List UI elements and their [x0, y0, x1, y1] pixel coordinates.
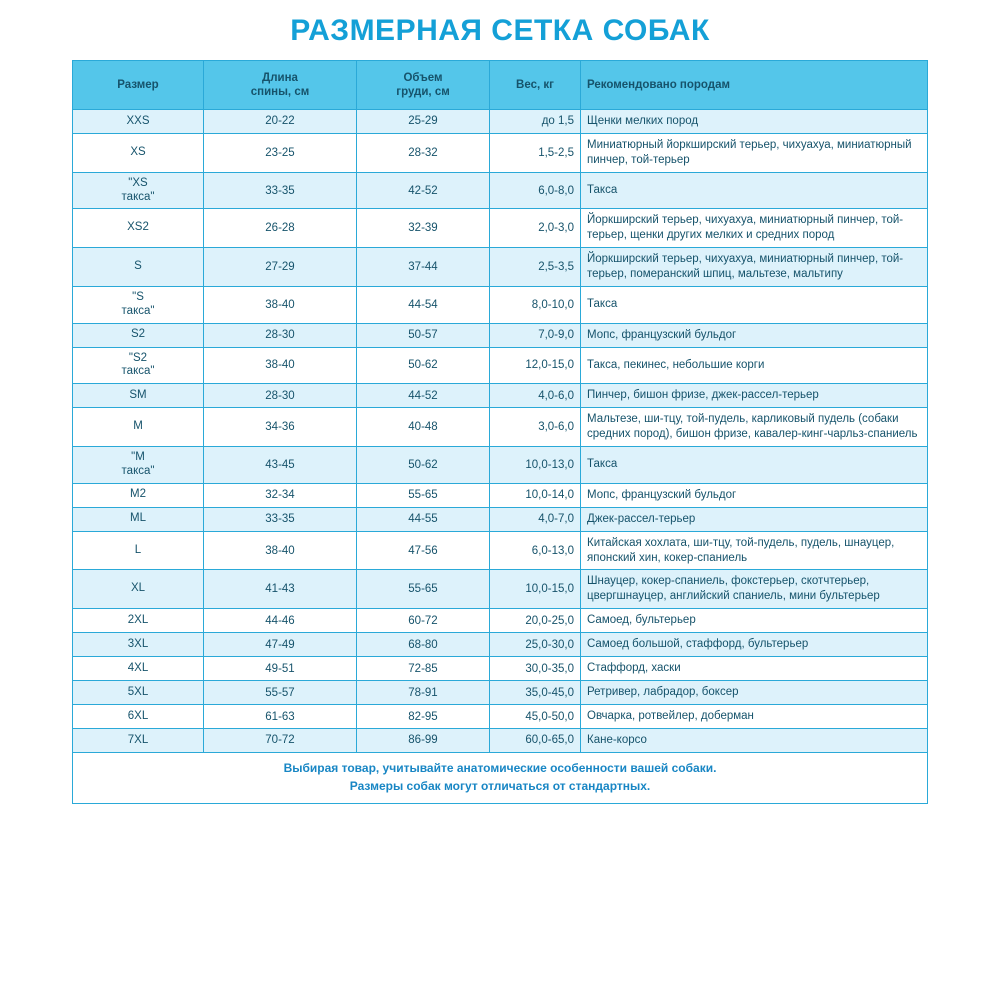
table-row	[73, 507, 928, 531]
cell-size: 3XL	[73, 633, 204, 657]
cell-size: S	[73, 248, 204, 287]
cell-size	[73, 287, 204, 324]
cell-weight: 60,0-65,0	[490, 729, 581, 753]
cell-weight: 7,0-9,0	[490, 323, 581, 347]
cell-breeds: Миниатюрный йоркширский терьер, чихуахуа, миниатюрный пинчер, той-терьер	[581, 133, 928, 172]
cell-size	[73, 447, 204, 484]
cell-size-line1: "S	[132, 291, 144, 304]
cell-weight: 8,0-10,0	[490, 287, 581, 324]
cell-breeds: Китайская хохлата, ши-тцу, той-пудель, пудель, шнауцер, японский хин, кокер-спаниель	[581, 531, 928, 570]
table-row	[73, 287, 928, 324]
cell-breeds: Мальтезе, ши-тцу, той-пудель, карликовый пудель (собаки средних пород), бишон фризе, кавалер-кинг-чарльз-спаниель	[581, 408, 928, 447]
cell-size	[73, 172, 204, 209]
table-container	[0, 60, 1000, 804]
cell-back-length: 28-30	[204, 384, 357, 408]
table-row	[73, 729, 928, 753]
cell-back-length: 28-30	[204, 323, 357, 347]
cell-size-line1: "S2	[128, 351, 148, 364]
cell-breeds: Такса	[581, 447, 928, 484]
cell-weight: 6,0-8,0	[490, 172, 581, 209]
cell-breeds: Мопс, французский бульдог	[581, 323, 928, 347]
cell-weight: 10,0-15,0	[490, 570, 581, 609]
cell-weight: 6,0-13,0	[490, 531, 581, 570]
table-row	[73, 483, 928, 507]
table-row	[73, 570, 928, 609]
cell-size-line2: такса"	[121, 365, 155, 378]
table-row	[73, 323, 928, 347]
table-row	[73, 209, 928, 248]
cell-back-length: 34-36	[204, 408, 357, 447]
cell-size-line1: "XS	[128, 176, 148, 189]
cell-weight: 45,0-50,0	[490, 705, 581, 729]
cell-weight: 1,5-2,5	[490, 133, 581, 172]
cell-breeds: Щенки мелких пород	[581, 110, 928, 134]
cell-chest-girth: 37-44	[357, 248, 490, 287]
cell-weight: 30,0-35,0	[490, 657, 581, 681]
cell-size	[73, 347, 204, 384]
column-header-size: Размер	[73, 61, 204, 110]
column-header-back-length	[204, 61, 357, 110]
cell-chest-girth: 32-39	[357, 209, 490, 248]
cell-chest-girth: 28-32	[357, 133, 490, 172]
column-header-back-length-line1: Длина	[262, 71, 298, 84]
cell-size: 7XL	[73, 729, 204, 753]
cell-back-length: 38-40	[204, 287, 357, 324]
cell-back-length: 47-49	[204, 633, 357, 657]
cell-breeds: Мопс, французский бульдог	[581, 483, 928, 507]
table-row	[73, 531, 928, 570]
footer-note	[72, 753, 928, 804]
cell-breeds: Такса	[581, 287, 928, 324]
table-row	[73, 133, 928, 172]
cell-breeds: Стаффорд, хаски	[581, 657, 928, 681]
cell-chest-girth: 78-91	[357, 681, 490, 705]
table-row	[73, 705, 928, 729]
cell-weight: 4,0-7,0	[490, 507, 581, 531]
cell-weight: 2,0-3,0	[490, 209, 581, 248]
table-header-row	[73, 61, 928, 110]
cell-size-line2: такса"	[121, 190, 155, 203]
table-row	[73, 347, 928, 384]
cell-chest-girth: 72-85	[357, 657, 490, 681]
cell-size: 6XL	[73, 705, 204, 729]
table-row	[73, 172, 928, 209]
cell-breeds: Такса, пекинес, небольшие корги	[581, 347, 928, 384]
cell-size: 4XL	[73, 657, 204, 681]
cell-size: XS	[73, 133, 204, 172]
cell-chest-girth: 40-48	[357, 408, 490, 447]
column-header-chest-girth-line2: груди, см	[396, 86, 450, 98]
cell-size: S2	[73, 323, 204, 347]
cell-chest-girth: 44-54	[357, 287, 490, 324]
cell-back-length: 41-43	[204, 570, 357, 609]
footer-note-line2: Размеры собак могут отличаться от стандартных.	[349, 778, 651, 793]
table-row	[73, 633, 928, 657]
cell-chest-girth: 42-52	[357, 172, 490, 209]
cell-breeds: Йоркширский терьер, чихуахуа, миниатюрный пинчер, той-терьер, померанский шпиц, мальтезе, мальтипу	[581, 248, 928, 287]
table-row	[73, 681, 928, 705]
cell-back-length: 43-45	[204, 447, 357, 484]
cell-weight: 20,0-25,0	[490, 609, 581, 633]
cell-back-length: 70-72	[204, 729, 357, 753]
cell-breeds: Самоед, бультерьер	[581, 609, 928, 633]
cell-chest-girth: 47-56	[357, 531, 490, 570]
cell-weight: 35,0-45,0	[490, 681, 581, 705]
cell-size: ML	[73, 507, 204, 531]
cell-chest-girth: 25-29	[357, 110, 490, 134]
cell-size-line2: такса"	[121, 464, 155, 477]
cell-weight: 10,0-14,0	[490, 483, 581, 507]
cell-back-length: 32-34	[204, 483, 357, 507]
cell-chest-girth: 50-62	[357, 447, 490, 484]
cell-back-length: 27-29	[204, 248, 357, 287]
table-row	[73, 408, 928, 447]
cell-breeds: Шнауцер, кокер-спаниель, фокстерьер, скотчтерьер, цвергшнауцер, английский спаниель, мини бультерьер	[581, 570, 928, 609]
cell-size-line1: "M	[131, 451, 145, 464]
cell-chest-girth: 55-65	[357, 483, 490, 507]
cell-breeds: Самоед большой, стаффорд, бультерьер	[581, 633, 928, 657]
footer-note-line1: Выбирая товар, учитывайте анатомические особенности вашей собаки.	[283, 760, 717, 775]
cell-weight: 10,0-13,0	[490, 447, 581, 484]
cell-chest-girth: 68-80	[357, 633, 490, 657]
cell-chest-girth: 86-99	[357, 729, 490, 753]
cell-size: 2XL	[73, 609, 204, 633]
page-title: РАЗМЕРНАЯ СЕТКА СОБАК	[290, 14, 710, 47]
cell-size-line2: такса"	[121, 304, 155, 317]
cell-back-length: 20-22	[204, 110, 357, 134]
cell-chest-girth: 60-72	[357, 609, 490, 633]
cell-back-length: 38-40	[204, 347, 357, 384]
column-header-chest-girth	[357, 61, 490, 110]
cell-weight: 3,0-6,0	[490, 408, 581, 447]
cell-size: M	[73, 408, 204, 447]
table-header	[73, 61, 928, 110]
table-row	[73, 609, 928, 633]
cell-chest-girth: 44-55	[357, 507, 490, 531]
cell-size: XXS	[73, 110, 204, 134]
column-header-breeds: Рекомендовано породам	[581, 61, 928, 110]
cell-size: L	[73, 531, 204, 570]
cell-breeds: Кане-корсо	[581, 729, 928, 753]
cell-size: M2	[73, 483, 204, 507]
cell-back-length: 61-63	[204, 705, 357, 729]
table-row	[73, 657, 928, 681]
cell-back-length: 23-25	[204, 133, 357, 172]
cell-breeds: Овчарка, ротвейлер, доберман	[581, 705, 928, 729]
column-header-weight: Вес, кг	[490, 61, 581, 110]
cell-weight: 2,5-3,5	[490, 248, 581, 287]
cell-back-length: 26-28	[204, 209, 357, 248]
column-header-back-length-line2: спины, см	[250, 86, 310, 98]
cell-weight: 12,0-15,0	[490, 347, 581, 384]
cell-chest-girth: 44-52	[357, 384, 490, 408]
cell-chest-girth: 50-62	[357, 347, 490, 384]
cell-size: SM	[73, 384, 204, 408]
table-row	[73, 447, 928, 484]
cell-size: XS2	[73, 209, 204, 248]
table-row	[73, 248, 928, 287]
table-row	[73, 110, 928, 134]
cell-size: 5XL	[73, 681, 204, 705]
dog-size-table	[72, 60, 928, 753]
cell-back-length: 55-57	[204, 681, 357, 705]
cell-breeds: Такса	[581, 172, 928, 209]
cell-chest-girth: 82-95	[357, 705, 490, 729]
cell-size: XL	[73, 570, 204, 609]
cell-back-length: 33-35	[204, 507, 357, 531]
column-header-chest-girth-line1: Объем	[403, 71, 443, 84]
cell-breeds: Пинчер, бишон фризе, джек-рассел-терьер	[581, 384, 928, 408]
cell-chest-girth: 55-65	[357, 570, 490, 609]
cell-back-length: 44-46	[204, 609, 357, 633]
cell-back-length: 49-51	[204, 657, 357, 681]
cell-breeds: Ретривер, лабрадор, боксер	[581, 681, 928, 705]
cell-weight: до 1,5	[490, 110, 581, 134]
cell-weight: 4,0-6,0	[490, 384, 581, 408]
cell-breeds: Йоркширский терьер, чихуахуа, миниатюрный пинчер, той-терьер, щенки других мелких и средних пород	[581, 209, 928, 248]
cell-breeds: Джек-рассел-терьер	[581, 507, 928, 531]
cell-back-length: 33-35	[204, 172, 357, 209]
cell-back-length: 38-40	[204, 531, 357, 570]
cell-weight: 25,0-30,0	[490, 633, 581, 657]
table-row	[73, 384, 928, 408]
cell-chest-girth: 50-57	[357, 323, 490, 347]
table-body	[73, 110, 928, 753]
